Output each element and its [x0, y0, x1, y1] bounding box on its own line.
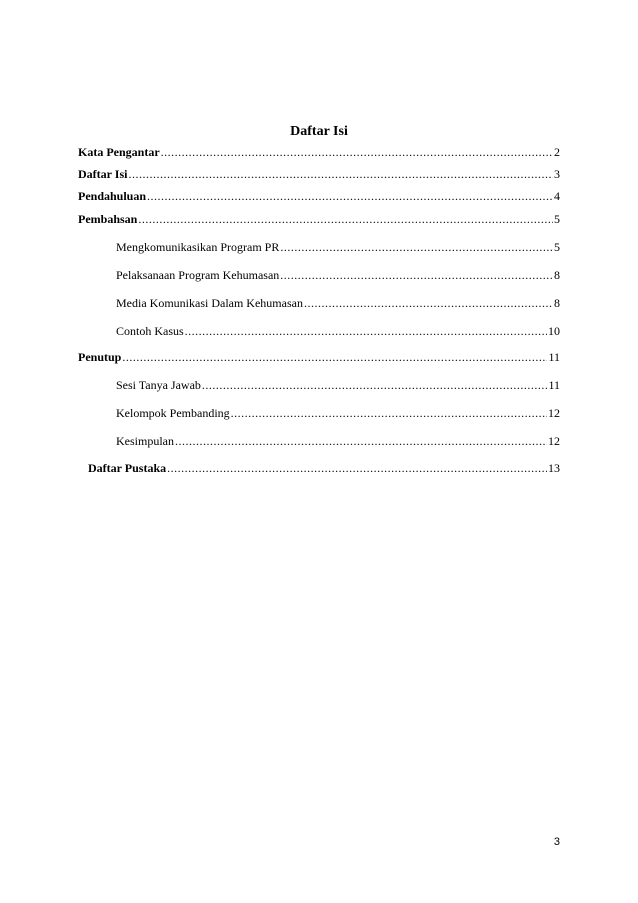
toc-entry-page: 4 [554, 189, 560, 203]
toc-dot-leader [161, 145, 553, 159]
toc-entry-contoh-kasus [116, 324, 560, 338]
toc-entry-media-komunikasi-dalam-kehumasan [116, 296, 560, 310]
toc-entry-kata-pengantar [78, 145, 560, 159]
toc-dot-leader [167, 461, 547, 475]
toc-entry-pelaksanaan-program-kehumasan [116, 268, 560, 282]
page-title: Daftar Isi [290, 124, 348, 139]
toc-dot-leader [304, 296, 553, 310]
page-number: 3 [553, 836, 560, 848]
toc-entry-kelompok-pembanding [116, 406, 560, 420]
toc-entry-mengkomunikasikan-program-pr [116, 240, 560, 254]
toc-entry-daftar-isi [78, 167, 560, 181]
toc-entry-penutup [78, 350, 560, 364]
toc-entry-label: Pelaksanaan Program Kehumasan [116, 268, 280, 282]
toc-entry-label: Contoh Kasus [116, 324, 184, 338]
toc-entry-label: Pendahuluan [78, 189, 147, 203]
toc-entry-label: Kesimpulan [116, 434, 174, 448]
toc-entry-label: Kata Pengantar [78, 145, 160, 159]
toc-entry-page: 8 [554, 296, 560, 310]
toc-dot-leader [280, 268, 553, 282]
toc-entry-page: 12 [548, 406, 560, 420]
toc-dot-leader [202, 378, 548, 392]
toc-entry-page: 13 [548, 461, 560, 475]
toc-entry-label: Penutup [78, 350, 122, 364]
toc-dot-leader [138, 212, 553, 226]
toc-entry-daftar-pustaka [88, 461, 560, 475]
toc-entry-label: Daftar Isi [78, 167, 128, 181]
toc-entry-page: 3 [554, 167, 560, 181]
toc-entry-label: Media Komunikasi Dalam Kehumasan [116, 296, 303, 310]
toc-dot-leader [185, 324, 547, 338]
toc-entry-page: 10 [548, 324, 560, 338]
toc-entry-label: Pembahsan [78, 212, 138, 226]
toc-entry-label: Daftar Pustaka [88, 461, 167, 475]
toc-entry-label: Kelompok Pembanding [116, 406, 230, 420]
toc-dot-leader [231, 406, 547, 420]
toc-dot-leader [128, 167, 553, 181]
toc-dot-leader [122, 350, 547, 364]
toc-entry-page: 2 [554, 145, 560, 159]
toc-dot-leader [175, 434, 547, 448]
toc-entry-label: Sesi Tanya Jawab [116, 378, 201, 392]
toc-entry-page: 5 [554, 240, 560, 254]
toc-entry-page: 8 [554, 268, 560, 282]
toc-entry-page: 12 [548, 434, 560, 448]
toc-entry-pendahuluan [78, 189, 560, 203]
toc-entry-label: Mengkomunikasikan Program PR [116, 240, 280, 254]
toc-dot-leader [147, 189, 553, 203]
toc-entry-kesimpulan [116, 434, 560, 448]
toc-entry-page: 11 [548, 378, 560, 392]
toc-dot-leader [280, 240, 553, 254]
toc-entry-sesi-tanya-jawab [116, 378, 560, 392]
toc-entry-page: 11 [548, 350, 560, 364]
toc-entry-page: 5 [554, 212, 560, 226]
toc-entry-pembahsan [78, 212, 560, 226]
